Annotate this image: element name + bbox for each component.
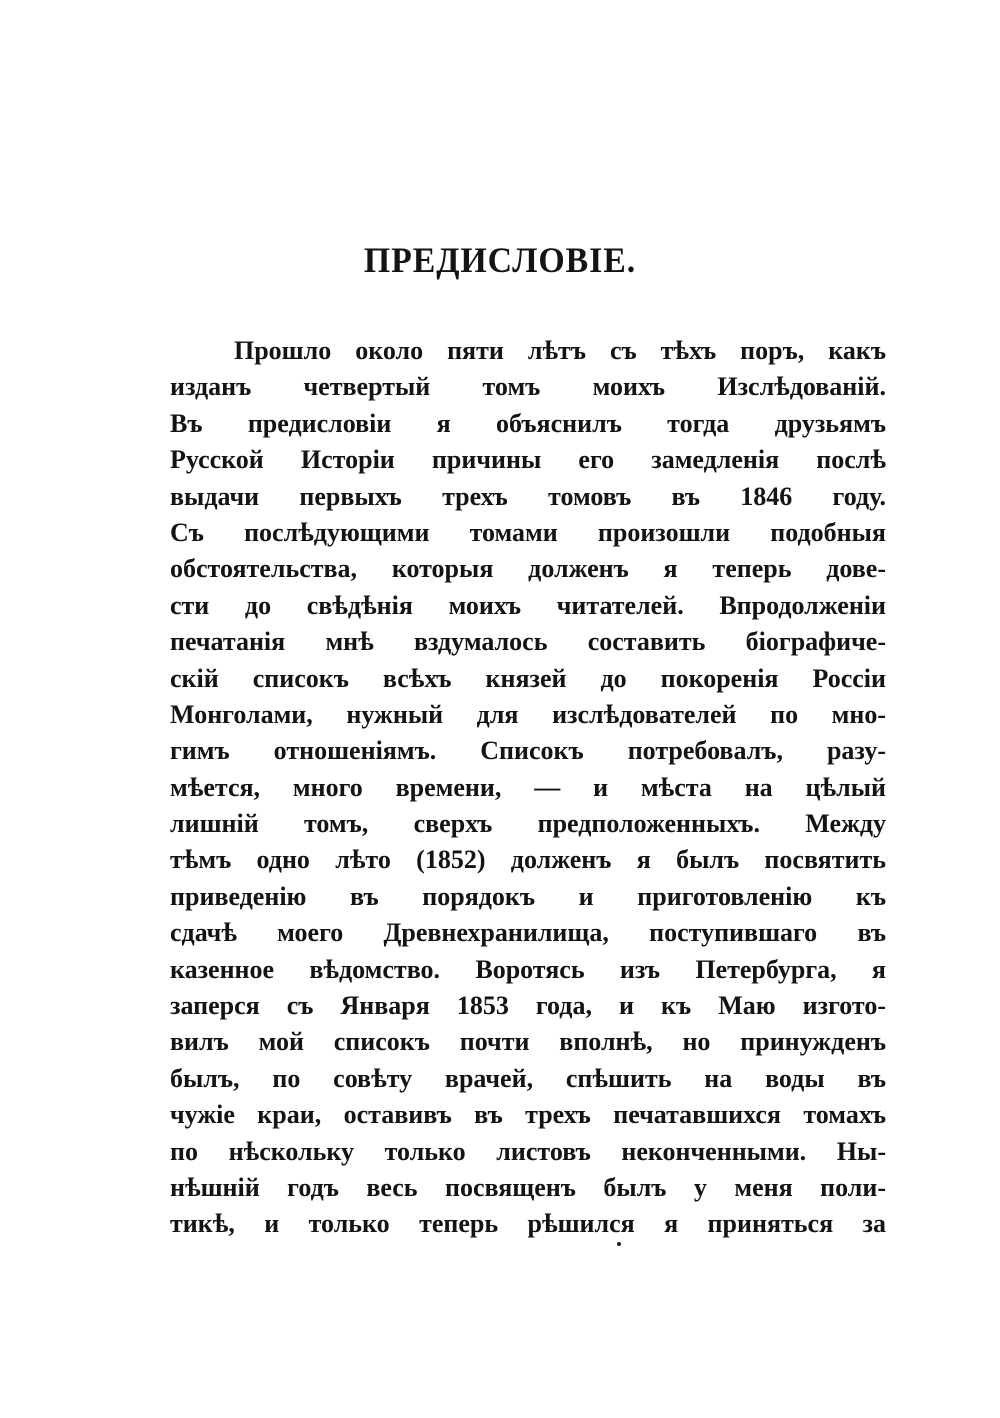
text-line: Прошло около пяти лѣтъ съ тѣхъ поръ, какъ xyxy=(234,336,886,365)
text-line: тикѣ, и только теперь рѣшился я приняться за xyxy=(170,1209,886,1239)
text-line: мѣется, много времени, — и мѣста на цѣлый xyxy=(170,772,886,802)
text-line: изданъ четвертый томъ моихъ Изслѣдованій. xyxy=(170,372,886,402)
text-line: сти до свѣдѣнія моихъ читателей. Впродолженіи xyxy=(170,590,886,620)
text-line: нѣшній годъ весь посвященъ былъ у меня поли- xyxy=(170,1172,886,1202)
text-line: Съ послѣдующими томами произошли подобныя xyxy=(170,517,886,547)
text-line: печатанія мнѣ вздумалось составить біографиче- xyxy=(170,627,886,657)
text-line: сдачѣ моего Древнехранилища, поступившаго въ xyxy=(170,918,886,948)
page-title: ПРЕДИСЛОВІЕ. xyxy=(363,240,637,280)
text-line: приведенію въ порядокъ и приготовленію къ xyxy=(170,881,886,911)
text-line: Русской Исторіи причины его замедленія послѣ xyxy=(170,445,886,475)
body-text xyxy=(170,333,886,1243)
text-line: Монголами, нужный для изслѣдователей по мно- xyxy=(170,699,886,729)
text-line: скій списокъ всѣхъ князей до покоренія Россіи xyxy=(170,663,886,693)
text-line: казенное вѣдомство. Воротясь изъ Петербурга, я xyxy=(170,954,886,984)
text-line: по нѣскольку только листовъ неконченными. Ны- xyxy=(170,1136,886,1166)
printer-mark xyxy=(617,1242,621,1246)
text-line: былъ, по совѣту врачей, спѣшить на воды въ xyxy=(170,1063,886,1093)
text-line: Въ предисловіи я объяснилъ тогда друзьямъ xyxy=(170,408,886,438)
text-line: чужіе краи, оставивъ въ трехъ печатавшихся томахъ xyxy=(170,1100,886,1130)
text-line: лишній томъ, сверхъ предположенныхъ. Между xyxy=(170,809,886,839)
text-line: тѣмъ одно лѣто (1852) долженъ я былъ посвятить xyxy=(170,845,886,875)
text-line: заперся съ Января 1853 года, и къ Маю изгото- xyxy=(170,991,886,1021)
text-line: обстоятельства, которыя долженъ я теперь дове- xyxy=(170,554,886,584)
text-line: вилъ мой списокъ почти вполнѣ, но принужденъ xyxy=(170,1027,886,1057)
text-line: гимъ отношеніямъ. Списокъ потребовалъ, разу- xyxy=(170,736,886,766)
text-line: выдачи первыхъ трехъ томовъ въ 1846 году. xyxy=(170,481,886,511)
